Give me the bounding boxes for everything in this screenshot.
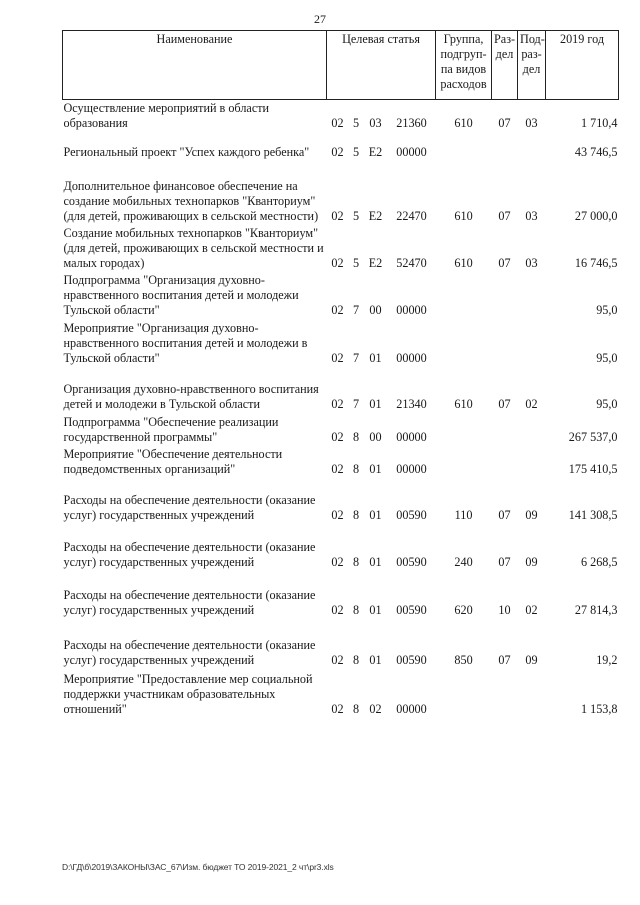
section-code: 07 (498, 396, 511, 411)
target-code-direction: 22470 (396, 208, 427, 223)
section-code (492, 670, 518, 719)
table-row (63, 525, 619, 572)
subsection-code (518, 670, 546, 719)
table-row (63, 447, 619, 479)
subsection-code (518, 133, 546, 162)
subsection-code: 09 (525, 652, 538, 667)
row-name: Мероприятие "Предоставление мер социальной поддержки участникам образовательных отношений" (63, 671, 313, 716)
table-row (63, 414, 619, 447)
expense-group-code (436, 133, 492, 162)
amount-2019: 43 746,5 (574, 144, 618, 159)
target-code-event: 00 (369, 429, 382, 444)
amount-2019: 1 710,4 (580, 115, 618, 130)
amount-2019: 1 153,8 (580, 701, 618, 716)
section-code: 07 (498, 507, 511, 522)
section-code: 07 (498, 115, 511, 130)
subsection-code: 03 (525, 115, 538, 130)
expense-group-code (436, 273, 492, 320)
target-code-subprogram: 5 (352, 255, 360, 270)
header-expense-group: Группа, подгруп-па видов расходов (436, 31, 492, 100)
expense-group-code: 610 (454, 115, 473, 130)
target-code-subprogram: 7 (352, 350, 360, 365)
target-code-event: 01 (369, 652, 382, 667)
target-code-direction: 00590 (396, 554, 427, 569)
target-code-direction: 00590 (396, 602, 427, 617)
row-name: Создание мобильных технопарков "Кванториум" (для детей, проживающих в сельской местности и малых городах) (63, 225, 324, 270)
target-code-subprogram: 5 (352, 144, 360, 159)
target-code-event: 01 (369, 461, 382, 476)
table-row (63, 620, 619, 670)
header-year: 2019 год (546, 31, 619, 100)
table-row (63, 100, 619, 133)
target-code-direction: 00000 (396, 701, 427, 716)
table-row (63, 320, 619, 368)
subsection-code: 03 (525, 255, 538, 270)
target-code-subprogram: 8 (352, 652, 360, 667)
expense-group-code: 850 (454, 652, 473, 667)
section-code: 10 (498, 602, 511, 617)
target-code-program: 02 (331, 396, 344, 411)
subsection-code: 02 (525, 602, 538, 617)
row-name: Расходы на обеспечение деятельности (оказание услуг) государственных учреждений (63, 587, 316, 617)
target-code-program: 02 (331, 507, 344, 522)
target-code-direction: 00000 (396, 144, 427, 159)
expense-group-code (436, 670, 492, 719)
section-code (492, 320, 518, 368)
amount-2019: 95,0 (596, 396, 618, 411)
target-code-program: 02 (331, 701, 344, 716)
amount-2019: 16 746,5 (574, 255, 618, 270)
amount-2019: 175 410,5 (568, 461, 618, 476)
header-target-article: Целевая статья (327, 31, 436, 100)
target-code-subprogram: 5 (352, 115, 360, 130)
amount-2019: 267 537,0 (568, 429, 618, 444)
amount-2019: 6 268,5 (580, 554, 618, 569)
target-code-direction: 00590 (396, 652, 427, 667)
row-name: Расходы на обеспечение деятельности (оказание услуг) государственных учреждений (63, 539, 316, 569)
header-subsection: Под-раз-дел (518, 31, 546, 100)
target-code-event: 03 (369, 115, 382, 130)
row-name: Подпрограмма "Обеспечение реализации государственной программы" (63, 414, 279, 444)
row-name: Дополнительное финансовое обеспечение на создание мобильных технопарков "Кванториум" (для детей, проживающих в сельской местности) (63, 178, 319, 223)
target-code-direction: 21340 (396, 396, 427, 411)
target-code-subprogram: 8 (352, 554, 360, 569)
amount-2019: 95,0 (596, 350, 618, 365)
section-code (492, 133, 518, 162)
target-code-program: 02 (331, 461, 344, 476)
subsection-code (518, 414, 546, 447)
section-code (492, 414, 518, 447)
target-code-subprogram: 8 (352, 461, 360, 476)
subsection-code (518, 320, 546, 368)
target-code-subprogram: 7 (352, 302, 360, 317)
row-name: Подпрограмма "Организация духовно-нравственного воспитания детей и молодежи Тульской области" (63, 272, 299, 317)
target-code-program: 02 (331, 429, 344, 444)
amount-2019: 95,0 (596, 302, 618, 317)
target-code-subprogram: 5 (352, 208, 360, 223)
target-code-event: 01 (369, 602, 382, 617)
target-code-program: 02 (331, 652, 344, 667)
target-code-subprogram: 8 (352, 602, 360, 617)
target-code-program: 02 (331, 602, 344, 617)
amount-2019: 19,2 (596, 652, 618, 667)
target-code-event: 01 (369, 554, 382, 569)
expense-group-code (436, 447, 492, 479)
target-code-event: 01 (369, 350, 382, 365)
amount-2019: 27 814,3 (574, 602, 618, 617)
row-name: Региональный проект "Успех каждого ребенка" (63, 144, 310, 159)
section-code: 07 (498, 255, 511, 270)
table-row (63, 133, 619, 162)
expense-group-code: 610 (454, 396, 473, 411)
target-code-program: 02 (331, 302, 344, 317)
page-number: 27 (314, 12, 326, 26)
expense-group-code: 610 (454, 255, 473, 270)
target-code-event: E2 (368, 144, 383, 159)
table-row (63, 670, 619, 719)
target-code-program: 02 (331, 208, 344, 223)
section-code: 07 (498, 554, 511, 569)
target-code-event: 01 (369, 396, 382, 411)
table-row (63, 572, 619, 620)
subsection-code: 09 (525, 507, 538, 522)
table-body (63, 100, 619, 719)
expense-group-code: 240 (454, 554, 473, 569)
row-name: Осуществление мероприятий в области образования (63, 100, 270, 130)
target-code-direction: 21360 (396, 115, 427, 130)
target-code-direction: 52470 (396, 255, 427, 270)
subsection-code: 02 (525, 396, 538, 411)
amount-2019: 27 000,0 (574, 208, 618, 223)
target-code-subprogram: 8 (352, 701, 360, 716)
target-code-program: 02 (331, 350, 344, 365)
section-code (492, 273, 518, 320)
target-code-program: 02 (331, 255, 344, 270)
target-code-program: 02 (331, 115, 344, 130)
target-code-program: 02 (331, 554, 344, 569)
row-name: Мероприятие "Обеспечение деятельности подведомственных организаций" (63, 446, 283, 476)
budget-table (62, 30, 619, 719)
row-name: Расходы на обеспечение деятельности (оказание услуг) государственных учреждений (63, 637, 316, 667)
file-path-footer: D:\ГД\б\2019\ЗАКОНЫ\ЗАС_67\Изм. бюджет ТО 2019-2021_2 чт\pr3.xls (62, 862, 334, 872)
target-code-direction: 00000 (396, 350, 427, 365)
amount-2019: 141 308,5 (568, 507, 618, 522)
section-code: 07 (498, 208, 511, 223)
section-code: 07 (498, 652, 511, 667)
target-code-subprogram: 8 (352, 429, 360, 444)
section-code (492, 447, 518, 479)
header-section: Раз-дел (492, 31, 518, 100)
row-name: Расходы на обеспечение деятельности (оказание услуг) государственных учреждений (63, 492, 316, 522)
table-row (63, 162, 619, 226)
expense-group-code: 610 (454, 208, 473, 223)
target-code-event: E2 (368, 255, 383, 270)
expense-group-code: 110 (454, 507, 473, 522)
target-code-direction: 00590 (396, 507, 427, 522)
table-row (63, 273, 619, 320)
subsection-code (518, 447, 546, 479)
target-code-event: 02 (369, 701, 382, 716)
target-code-program: 02 (331, 144, 344, 159)
table-row (63, 479, 619, 525)
target-code-direction: 00000 (396, 429, 427, 444)
target-code-event: 01 (369, 507, 382, 522)
row-name: Мероприятие "Организация духовно-нравственного воспитания детей и молодежи в Тульской области" (63, 320, 308, 365)
target-code-subprogram: 7 (352, 396, 360, 411)
expense-group-code (436, 320, 492, 368)
table-header (63, 31, 619, 100)
subsection-code: 09 (525, 554, 538, 569)
row-name: Организация духовно-нравственного воспитания детей и молодежи в Тульской области (63, 381, 319, 411)
target-code-event: 00 (369, 302, 382, 317)
subsection-code: 03 (525, 208, 538, 223)
table-row (63, 368, 619, 414)
table-row (63, 226, 619, 273)
subsection-code (518, 273, 546, 320)
target-code-event: E2 (368, 208, 383, 223)
header-name: Наименование (63, 31, 327, 100)
expense-group-code (436, 414, 492, 447)
expense-group-code: 620 (454, 602, 473, 617)
target-code-direction: 00000 (396, 461, 427, 476)
target-code-subprogram: 8 (352, 507, 360, 522)
target-code-direction: 00000 (396, 302, 427, 317)
